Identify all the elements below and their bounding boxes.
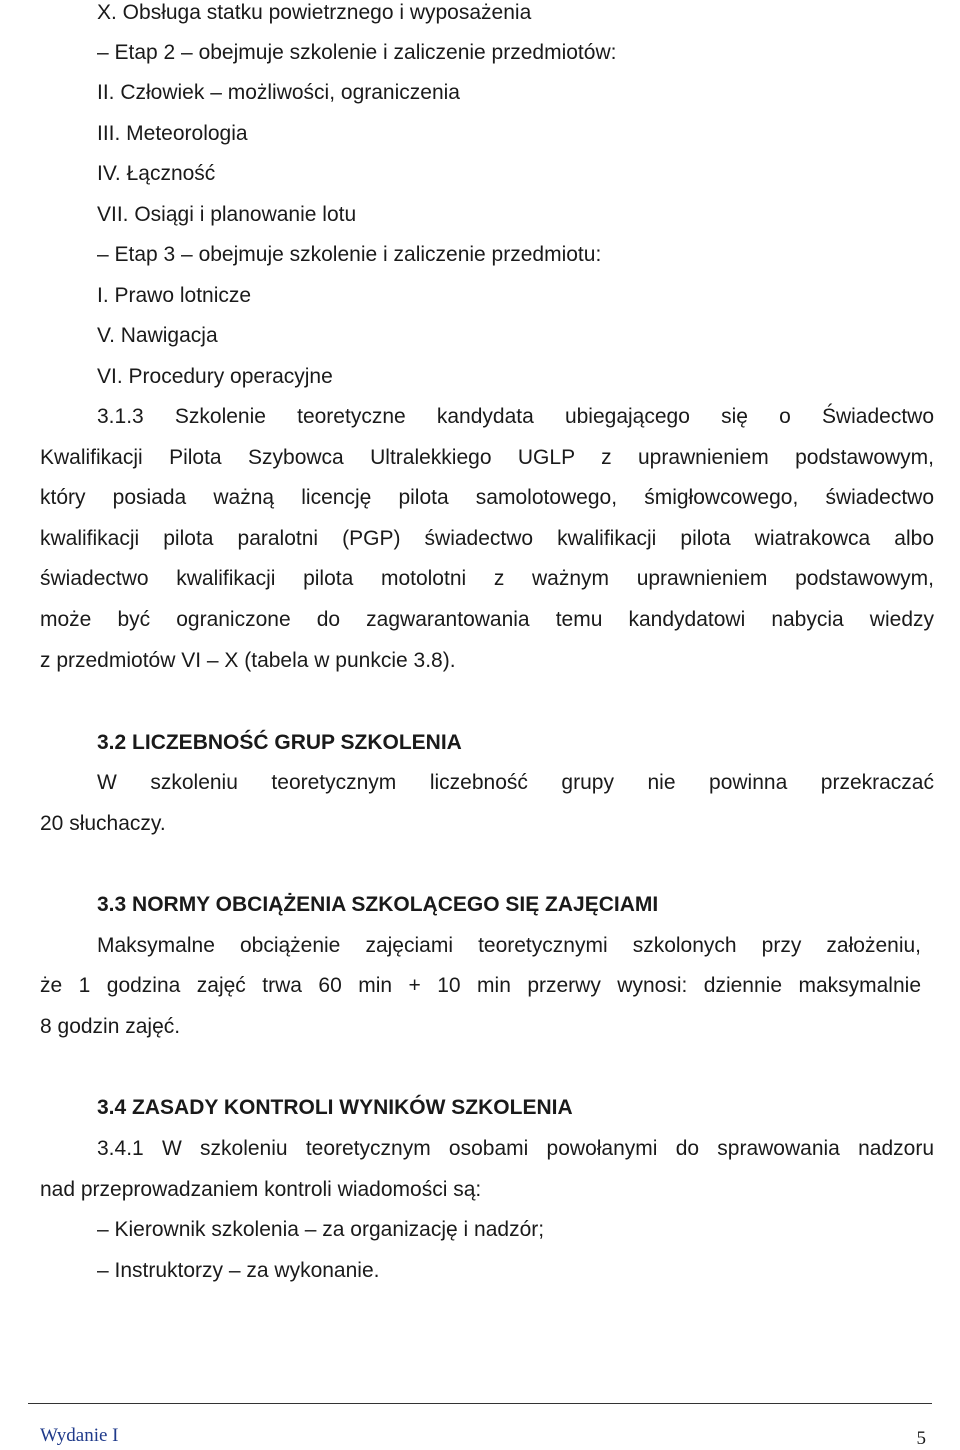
paragraph-line: 8 godzin zajęć. [40, 1015, 181, 1038]
page-number: 5 [916, 1428, 926, 1449]
list-item: – Etap 2 – obejmuje szkolenie i zaliczenie przedmiotów: [97, 41, 617, 64]
list-item: VI. Procedury operacyjne [97, 365, 333, 388]
paragraph-line: 20 słuchaczy. [40, 812, 166, 835]
list-item: – Instruktorzy – za wykonanie. [97, 1259, 380, 1282]
paragraph-line: który posiada ważną licencję pilota samolotowego, śmigłowcowego, świadectwo [40, 486, 934, 509]
list-item: VII. Osiągi i planowanie lotu [97, 203, 357, 226]
section-heading: 3.4 ZASADY KONTROLI WYNIKÓW SZKOLENIA [97, 1096, 573, 1119]
section-heading: 3.2 LICZEBNOŚĆ GRUP SZKOLENIA [97, 731, 462, 754]
list-item: IV. Łączność [97, 162, 216, 185]
footer-divider [28, 1403, 932, 1404]
paragraph-line: z przedmiotów VI – X (tabela w punkcie 3.8). [40, 649, 456, 672]
paragraph-line: kwalifikacji pilota paralotni (PGP) świadectwo kwalifikacji pilota wiatrakowca albo [40, 527, 934, 550]
paragraph-line: W szkoleniu teoretycznym liczebność grupy nie powinna przekraczać [97, 771, 934, 794]
paragraph-line: może być ograniczone do zagwarantowania temu kandydatowi nabycia wiedzy [40, 608, 934, 631]
footer-edition: Wydanie I [40, 1425, 119, 1446]
paragraph-line: 3.1.3 Szkolenie teoretyczne kandydata ubiegającego się o Świadectwo [97, 405, 934, 428]
list-item: – Kierownik szkolenia – za organizację i nadzór; [97, 1218, 545, 1241]
list-item: I. Prawo lotnicze [97, 284, 252, 307]
paragraph-line: Kwalifikacji Pilota Szybowca Ultralekkiego UGLP z uprawnieniem podstawowym, [40, 446, 934, 469]
paragraph-line: Maksymalne obciążenie zajęciami teoretycznymi szkolonych przy założeniu, [97, 934, 921, 957]
list-item: – Etap 3 – obejmuje szkolenie i zaliczenie przedmiotu: [97, 243, 602, 266]
paragraph-line: 3.4.1 W szkoleniu teoretycznym osobami powołanymi do sprawowania nadzoru [97, 1137, 934, 1160]
section-heading: 3.3 NORMY OBCIĄŻENIA SZKOLĄCEGO SIĘ ZAJĘCIAMI [97, 893, 659, 916]
list-item: II. Człowiek – możliwości, ograniczenia [97, 81, 460, 104]
list-item: III. Meteorologia [97, 122, 248, 145]
paragraph-line: nad przeprowadzaniem kontroli wiadomości są: [40, 1178, 482, 1201]
list-item: V. Nawigacja [97, 324, 218, 347]
list-item: X. Obsługa statku powietrznego i wyposażenia [97, 1, 532, 24]
paragraph-line: że 1 godzina zajęć trwa 60 min + 10 min przerwy wynosi: dziennie maksymalnie [40, 974, 921, 997]
paragraph-line: świadectwo kwalifikacji pilota motolotni z ważnym uprawnieniem podstawowym, [40, 567, 934, 590]
